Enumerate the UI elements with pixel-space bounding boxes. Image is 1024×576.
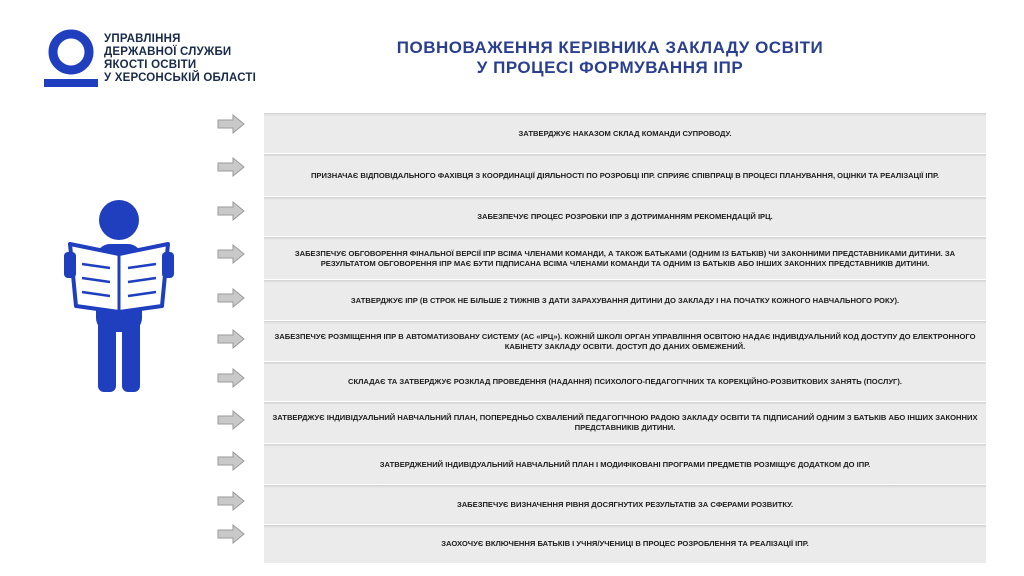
arrow-right-icon — [216, 288, 246, 308]
arrow-right-icon — [216, 451, 246, 471]
responsibilities-list — [264, 112, 986, 562]
list-item — [264, 320, 986, 362]
list-item — [264, 196, 986, 237]
list-item-text: ЗАБЕЗПЕЧУЄ ВИЗНАЧЕННЯ РІВНЯ ДОСЯГНУТИХ РЕЗУЛЬТАТІВ ЗА СФЕРАМИ РОЗВИТКУ. — [456, 500, 794, 509]
list-item — [264, 524, 986, 563]
list-item-text: ЗАТВЕРДЖУЄ НАКАЗОМ СКЛАД КОМАНДИ СУПРОВОДУ. — [518, 128, 732, 138]
list-item-text: ЗАБЕЗПЕЧУЄ РОЗМІЩЕННЯ ІПР В АВТОМАТИЗОВАНУ СИСТЕМУ (АС «ІРЦ»). КОЖНІЙ ШКОЛІ ОРГАН УПРАВЛІННЯ ОСВІТОЮ НАДАЄ ІНДИВІДУАЛЬНИЙ КОД ДОСТУПУ ДО ЕЛЕКТРОННОГО КАБІНЕТУ ЗАКЛАДУ ОСВІТИ. ДОСТУП ДО ДАНИХ ОБМЕЖЕНИЙ. — [274, 331, 976, 351]
list-item — [264, 112, 986, 154]
list-item — [264, 153, 986, 197]
logo-ring-icon — [42, 28, 100, 90]
arrow-right-icon — [216, 157, 246, 177]
list-item-text: ЗАБЕЗПЕЧУЄ ПРОЦЕС РОЗРОБКИ ІПР З ДОТРИМАННЯМ РЕКОМЕНДАЦІЙ ІРЦ. — [477, 212, 773, 221]
list-item — [264, 484, 986, 525]
arrow-right-icon — [216, 201, 246, 221]
list-item-text: ЗАТВЕРДЖУЄ ІНДИВІДУАЛЬНИЙ НАВЧАЛЬНИЙ ПЛАН, ПОПЕРЕДНЬО СХВАЛЕНИЙ ПЕДАГОГІЧНОЮ РАДОЮ ЗАКЛАДУ ОСВІТИ ТА ПІДПИСАНИЙ ОДНИМ З БАТЬКІВ АБО ІНШИХ ЗАКОННИХ ПРЕДСТАВНИКІВ ДИТИНИ. — [272, 413, 978, 432]
person-reading-icon — [64, 198, 174, 398]
list-item-text: ЗАБЕЗПЕЧУЄ ОБГОВОРЕННЯ ФІНАЛЬНОЇ ВЕРСІЇ ІПР ВСІМА ЧЛЕНАМИ КОМАНДИ, А ТАКОЖ БАТЬКАМИ (ОДНИМ ІЗ БАТЬКІВ) ЧИ ЗАКОННИМИ ПРЕДСТАВНИКАМИ ДИТИНИ. ЗА РЕЗУЛЬТАТОМ ОБГОВОРЕННЯ ІПР МАЄ БУТИ ПІДПИСАНА ВСІМА ЧЛЕНАМИ КОМАНДИ ТА ОДНИМ ІЗ БАТЬКІВ АБО ІНШИХ ЗАКОННИХ ПРЕДСТАВНИКІВ ДИТИНИ. — [294, 248, 956, 268]
arrow-right-icon — [216, 368, 246, 388]
arrow-right-icon — [216, 491, 246, 511]
page-title — [330, 38, 890, 78]
list-item-text: СКЛАДАЄ ТА ЗАТВЕРДЖУЄ РОЗКЛАД ПРОВЕДЕННЯ (НАДАННЯ) ПСИХОЛОГО-ПЕДАГОГІЧНИХ ТА КОРЕКЦІЙНО-РОЗВИТКОВИХ ЗАНЯТЬ (ПОСЛУГ). — [347, 377, 902, 386]
list-item — [264, 443, 986, 485]
title-line-2: У ПРОЦЕСІ ФОРМУВАННЯ ІПР — [476, 58, 744, 77]
organization-line: У ХЕРСОНСЬКІЙ ОБЛАСТІ — [104, 72, 257, 84]
list-item — [264, 401, 986, 444]
arrow-right-icon — [216, 114, 246, 134]
arrow-right-icon — [216, 329, 246, 349]
list-item — [264, 236, 986, 280]
list-item-text: ЗАОХОЧУЄ ВКЛЮЧЕННЯ БАТЬКІВ І УЧНЯ/УЧЕНИЦІ В ПРОЦЕС РОЗРОБЛЕННЯ ТА РЕАЛІЗАЦІЇ ІПР. — [441, 539, 809, 548]
arrow-right-icon — [216, 524, 246, 544]
list-item-text: ЗАТВЕРДЖЕНИЙ ІНДИВІДУАЛЬНИЙ НАВЧАЛЬНИЙ ПЛАН І МОДИФІКОВАНІ ПРОГРАМИ ПРЕДМЕТІВ РОЗМІЩУЄ ДОДАТКОМ ДО ІПР. — [379, 459, 871, 469]
organization-line: ЯКОСТІ ОСВІТИ — [104, 59, 197, 71]
list-item-text: ЗАТВЕРДЖУЄ ІПР (В СТРОК НЕ БІЛЬШЕ 2 ТИЖНІВ З ДАТИ ЗАРАХУВАННЯ ДИТИНИ ДО ЗАКЛАДУ І НА ПОЧАТКУ КОЖНОГО НАВЧАЛЬНОГО РОКУ). — [350, 295, 900, 305]
organization-name — [104, 33, 256, 85]
organization-line: ДЕРЖАВНОЇ СЛУЖБИ — [104, 46, 232, 58]
list-item — [264, 279, 986, 321]
arrow-right-icon — [216, 410, 246, 430]
list-item-text: ПРИЗНАЧАЄ ВІДПОВІДАЛЬНОГО ФАХІВЦЯ З КООРДИНАЦІЇ ДІЯЛЬНОСТІ ПО РОЗРОБЦІ ІПР. СПРИЯЄ СПІВПРАЦІ В ПРОЦЕСІ ПЛАНУВАННЯ, ОЦІНКИ ТА РЕАЛІЗАЦІЇ ІПР. — [310, 170, 940, 180]
organization-line: УПРАВЛІННЯ — [104, 33, 181, 45]
title-line-1: ПОВНОВАЖЕННЯ КЕРІВНИКА ЗАКЛАДУ ОСВІТИ — [396, 38, 824, 57]
list-item — [264, 361, 986, 402]
arrow-right-icon — [216, 244, 246, 264]
